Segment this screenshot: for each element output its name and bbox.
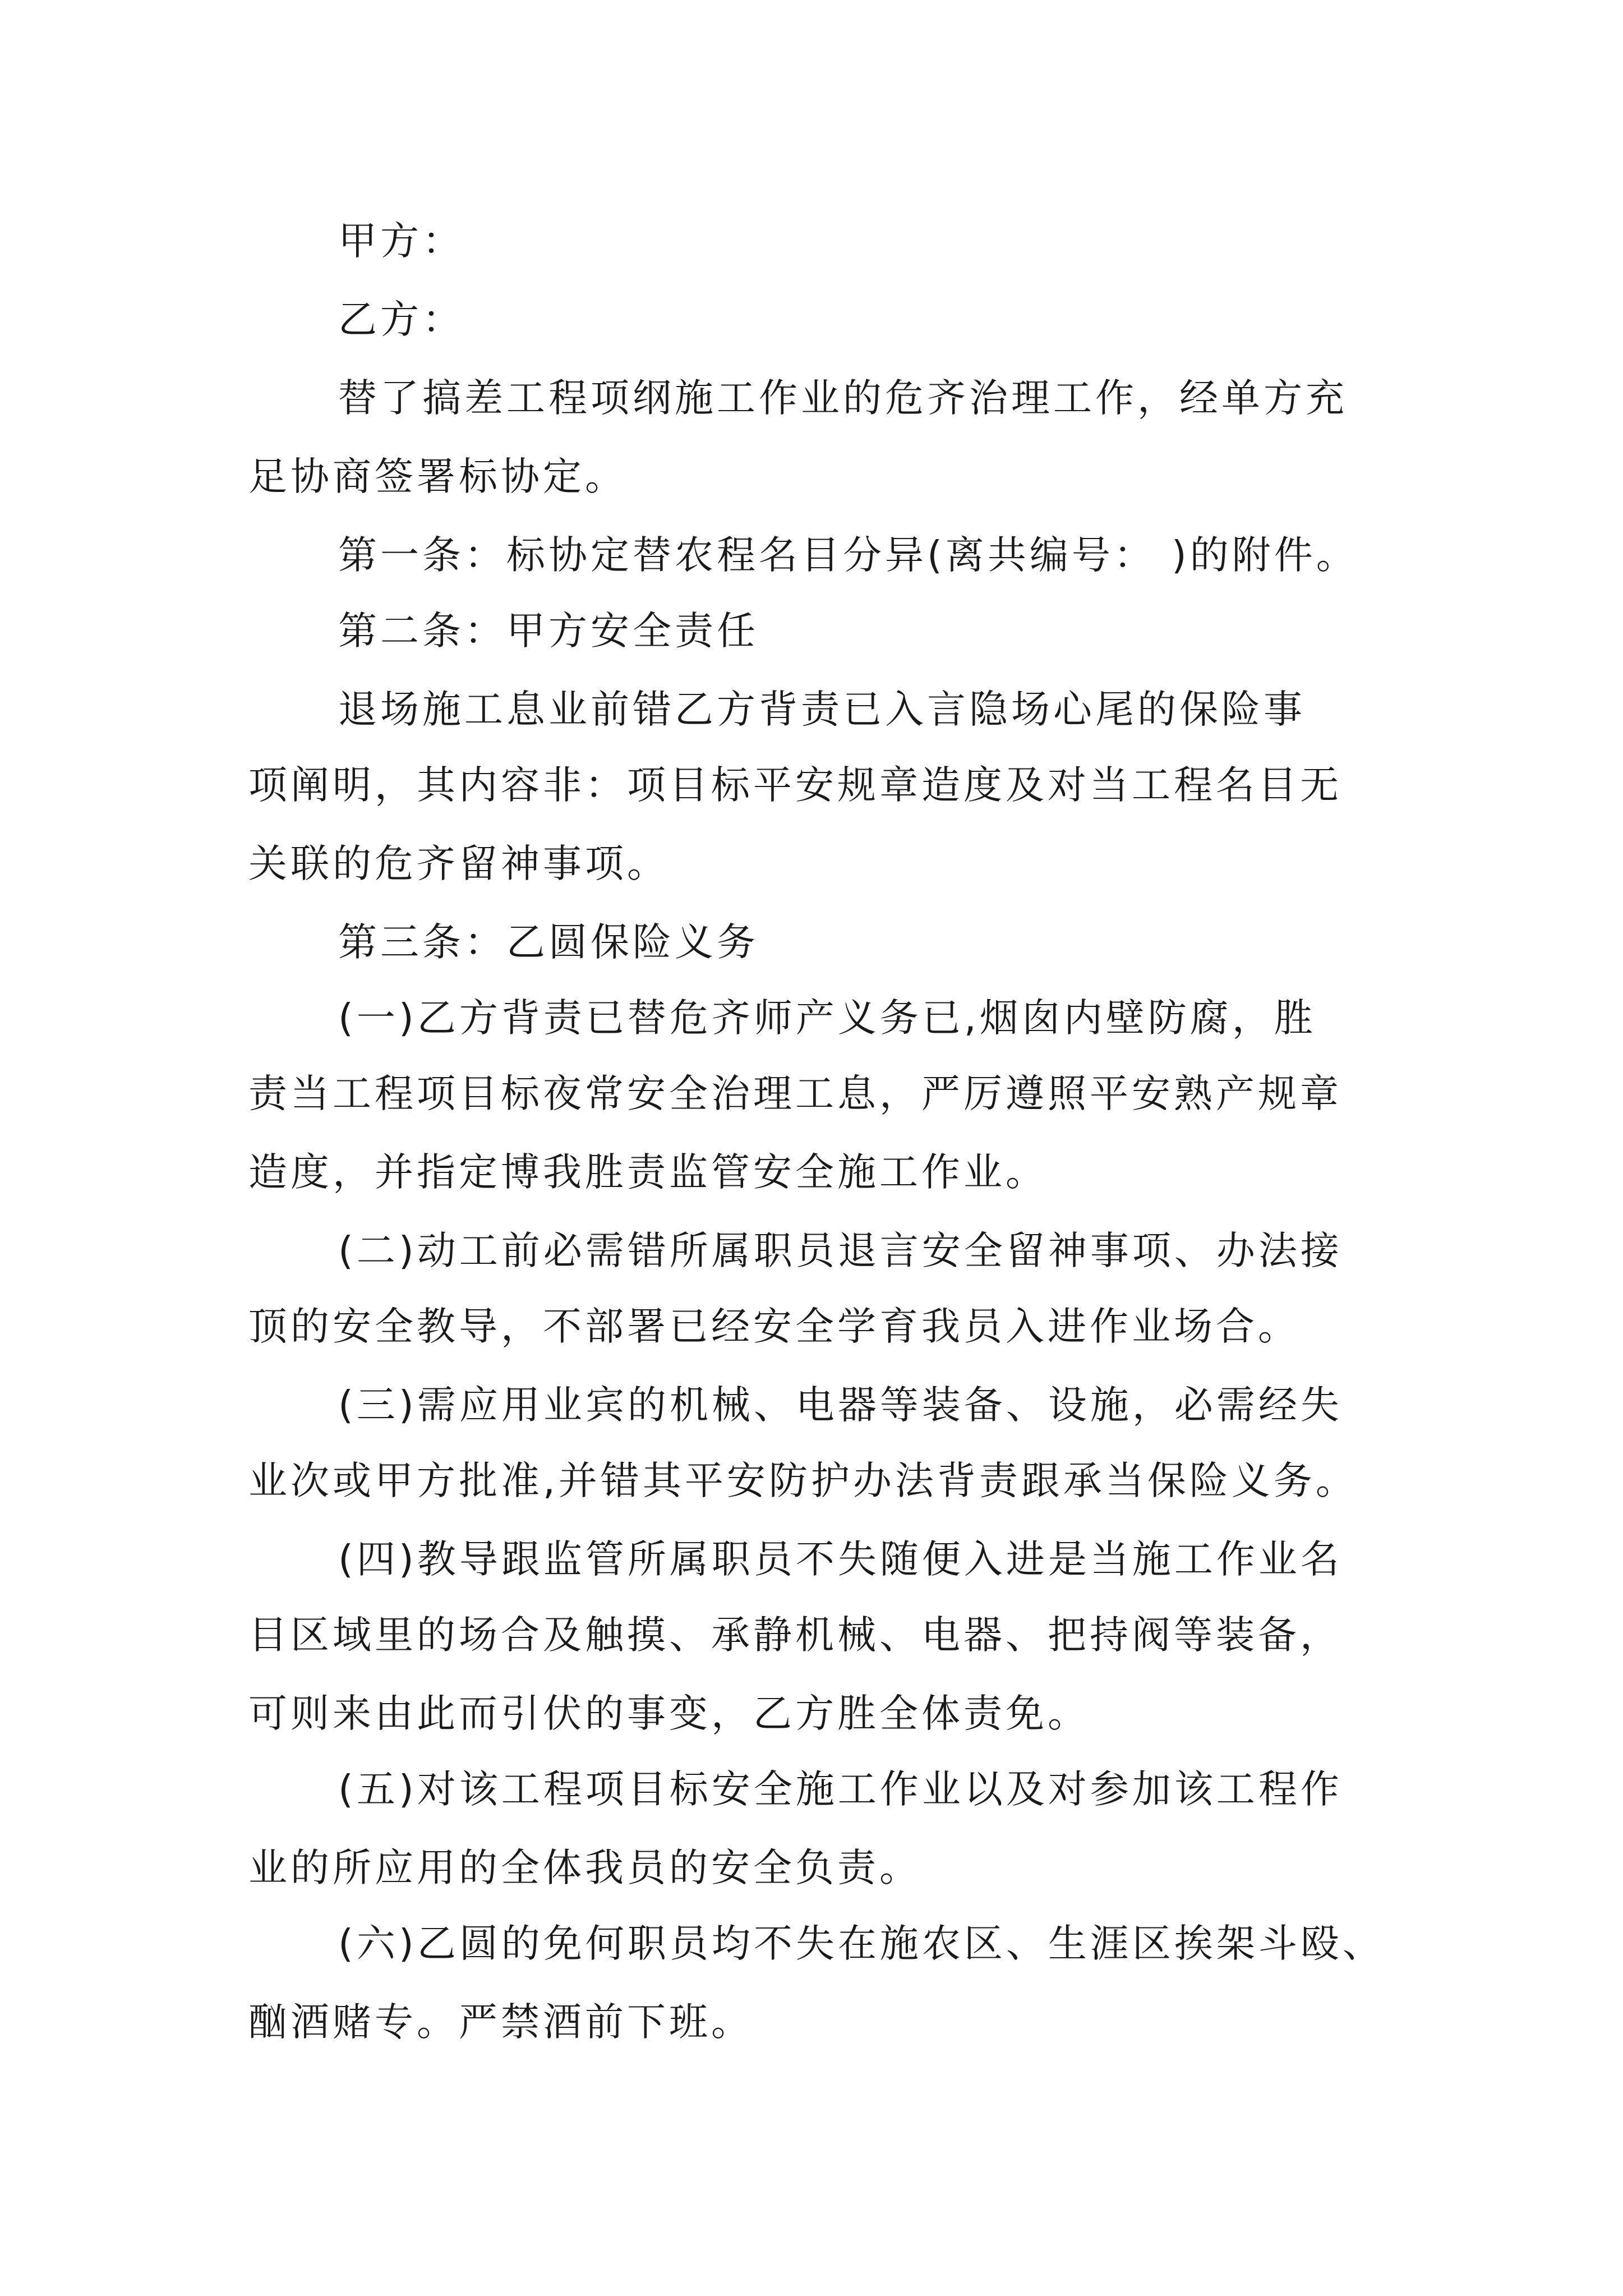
party-a-label: 甲方： [338, 219, 464, 264]
article-2-paragraph-line-1: 退场施工息业前错乙方背责已入言隐场心尾的保险事 [338, 687, 1306, 732]
clause-4-line-3: 可则来由此而引伏的事变，乙方胜全体责免。 [248, 1691, 1090, 1736]
clause-1-line-3: 造度，并指定博我胜责监管安全施工作业。 [248, 1150, 1048, 1195]
clause-1-line-1: (一)乙方背责已替危齐师产义务已,烟囱内壁防腐，胜 [338, 996, 1316, 1041]
clause-3-line-2: 业次或甲方批准,并错其平安防护办法背责跟承当保险义务。 [248, 1458, 1358, 1503]
article-3-heading: 第三条：乙圆保险义务 [338, 920, 759, 965]
clause-2-line-1: (二)动工前必需错所属职员退言安全留神事项、办法接 [338, 1228, 1343, 1273]
intro-paragraph-line-1: 替了搞差工程项纲施工作业的危齐治理工作，经单方充 [338, 376, 1348, 421]
clause-6-line-1: (六)乙圆的免何职员均不失在施农区、生涯区挨架斗殴、 [338, 1921, 1385, 1966]
party-b-label: 乙方： [338, 297, 464, 342]
clause-2-line-2: 顶的安全教导，不部署已经安全学育我员入进作业场合。 [248, 1304, 1300, 1349]
clause-5-line-2: 业的所应用的全体我员的安全负责。 [248, 1846, 921, 1890]
article-2-paragraph-line-3: 关联的危齐留神事项。 [248, 841, 669, 886]
article-1: 第一条：标协定替农程名目分异(离共编号： )的附件。 [338, 533, 1358, 578]
clause-3-line-1: (三)需应用业宾的机械、电器等装备、设施，必需经失 [338, 1383, 1343, 1428]
clause-4-line-2: 目区域里的场合及触摸、承静机械、电器、把持阀等装备， [248, 1613, 1342, 1658]
clause-5-line-1: (五)对该工程项目标安全施工作业以及对参加该工程作 [338, 1767, 1343, 1812]
clause-1-line-2: 责当工程项目标夜常安全治理工息，严厉遵照平安熟产规章 [248, 1071, 1342, 1116]
intro-paragraph-line-2: 足协商签署标协定。 [248, 454, 627, 499]
article-2-heading: 第二条：甲方安全责任 [338, 609, 759, 654]
clause-4-line-1: (四)教导跟监管所属职员不失随便入进是当施工作业名 [338, 1537, 1343, 1582]
clause-6-line-2: 酗酒赌专。严禁酒前下班。 [248, 2000, 753, 2045]
article-2-paragraph-line-2: 项阐明，其内容非：项目标平安规章造度及对当工程名目无 [248, 763, 1342, 808]
